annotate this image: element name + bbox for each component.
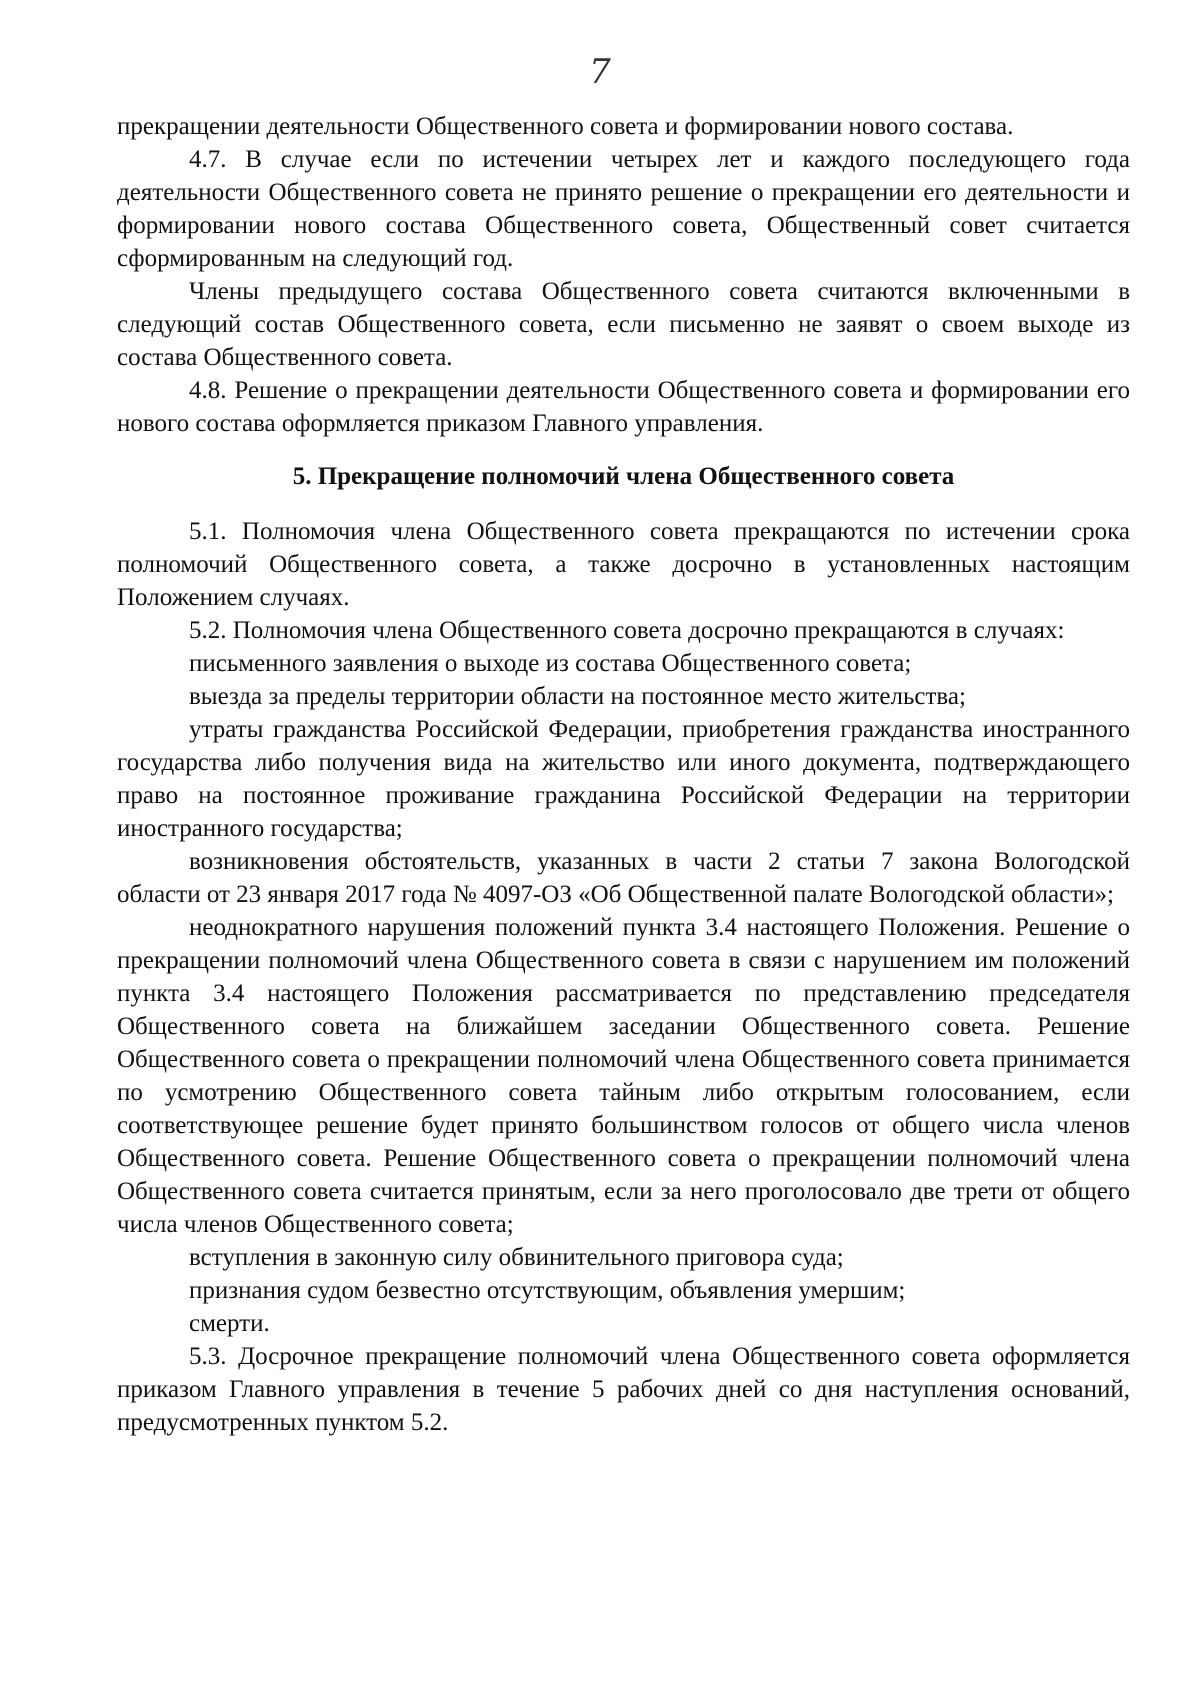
paragraph: неоднократного нарушения положений пункта 3.4 настоящего Положения. Решение о прекращении полномочий члена Общественного совета в связи с нарушением им положений пункта 3.4 настоящего Положения рассматривается по представлению председателя Общественного совета на ближайшем заседании Общественного совета. Решение Общественного совета о прекращении полномочий члена Общественного совета принимается по усмотрению Общественного совета тайным либо открытым голосованием, если соответствующее решение будет принято большинством голосов от общего числа членов Общественного совета. Решение Общественного совета о прекращении полномочий члена Общественного совета считается принятым, если за него проголосовало две трети от общего числа членов Общественного совета; <box>117 914 1130 1238</box>
paragraph: возникновения обстоятельств, указанных в части 2 статьи 7 закона Вологодской области от 23 января 2017 года № 4097-ОЗ «Об Общественной палате Вологодской области»; <box>117 848 1130 908</box>
page-number: 7 <box>589 52 611 92</box>
paragraph: 5.1. Полномочия члена Общественного совета прекращаются по истечении срока полномочий Общественного совета, а также досрочно в установленных настоящим Положением случаях. <box>117 518 1130 611</box>
paragraph: вступления в законную силу обвинительного приговора суда; <box>189 1244 844 1271</box>
paragraph: 4.7. В случае если по истечении четырех лет и каждого последующего года деятельности Общественного совета не принято решение о прекращении его деятельности и формировании нового состава Общественного совета, Общественный совет считается сформированным на следующий год. <box>117 146 1130 272</box>
paragraph: признания судом безвестно отсутствующим, объявления умершим; <box>189 1277 906 1304</box>
paragraph: 5.3. Досрочное прекращение полномочий члена Общественного совета оформляется приказом Главного управления в течение 5 рабочих дней со дня наступления оснований, предусмотренных пунктом 5.2. <box>117 1343 1130 1436</box>
section-4-tail <box>117 110 1130 440</box>
paragraph: 5.2. Полномочия члена Общественного совета досрочно прекращаются в случаях: <box>189 617 1065 644</box>
paragraph: выезда за пределы территории области на постоянное место жительства; <box>189 683 966 710</box>
paragraph: утраты гражданства Российской Федерации, приобретения гражданства иностранного государства либо получения вида на жительство или иного документа, подтверждающего право на постоянное проживание гражданина Российской Федерации на территории иностранного государства; <box>117 716 1130 842</box>
paragraph: прекращении деятельности Общественного совета и формировании нового состава. <box>117 113 1014 140</box>
section-5-heading: 5. Прекращение полномочий члена Общественного совета <box>292 463 955 490</box>
document-body <box>117 110 1130 1439</box>
section-5-body <box>117 515 1130 1439</box>
paragraph: смерти. <box>189 1310 270 1337</box>
paragraph: Члены предыдущего состава Общественного совета считаются включенными в следующий состав Общественного совета, если письменно не заявят о своем выходе из состава Общественного совета. <box>117 278 1130 371</box>
paragraph: письменного заявления о выходе из состава Общественного совета; <box>189 650 912 677</box>
paragraph: 4.8. Решение о прекращении деятельности Общественного совета и формировании его нового состава оформляется приказом Главного управления. <box>117 377 1130 437</box>
